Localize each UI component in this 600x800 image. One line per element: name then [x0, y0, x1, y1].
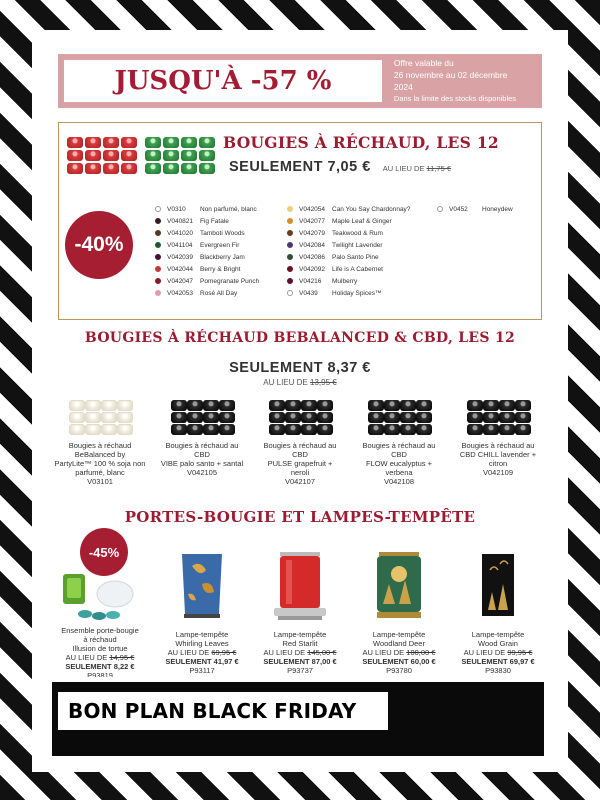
sale-price: SEULEMENT 60,00 €: [362, 657, 436, 666]
sale-price: SEULEMENT 8,22 €: [65, 662, 135, 671]
balanced-instead: [32, 378, 568, 387]
caption-line: Lampe-tempête: [175, 630, 229, 639]
caption-line: Bougies à réchaud au: [165, 441, 239, 450]
caption-line: CBD: [194, 450, 210, 459]
color-dot: [287, 230, 293, 236]
discount-badge: -40%: [65, 211, 133, 279]
caption-line: CBD: [292, 450, 308, 459]
caption-line: VIBE palo santo + santal: [160, 459, 244, 468]
old-price: 100,00 €: [406, 648, 436, 657]
product-caption: [250, 441, 350, 486]
product-caption: [50, 441, 150, 486]
balanced-price: [32, 360, 568, 387]
offer-line-2: 26 novembre au 02 décembre: [393, 70, 508, 80]
product-caption: [448, 441, 548, 477]
product-cbd-flow[interactable]: [349, 400, 449, 486]
tealights-price: [229, 159, 451, 175]
swatch-row: V042084 Twilight Lavender: [287, 239, 427, 251]
old-price-line: [250, 648, 350, 657]
color-dot: [155, 290, 161, 296]
holders-title: PORTES-BOUGIE ET LAMPES-TEMPÊTE: [124, 508, 476, 526]
instead-label: AU LIEU DE: [167, 648, 210, 657]
tealights-only-price: SEULEMENT 7,05 €: [229, 159, 371, 175]
old-price: 69,95 €: [211, 648, 237, 657]
product-woodland-deer[interactable]: [349, 550, 449, 675]
product-cbd-vibe[interactable]: [152, 400, 252, 477]
product-caption: [152, 630, 252, 675]
swatch-row: V042079 Teakwood & Rum: [287, 227, 427, 239]
product-code: P93830: [485, 666, 511, 675]
caption-line: FLOW eucalyptus +: [365, 459, 433, 468]
red-tealights-image: [67, 137, 137, 174]
tealights-title: BOUGIES À RÉCHAUD, LES 12: [223, 133, 499, 152]
product-cbd-chill[interactable]: [448, 400, 548, 477]
banner-headline: JUSQU'À -57 %: [64, 60, 382, 102]
caption-line: verbena: [385, 468, 413, 477]
old-price-line: [152, 648, 252, 657]
balanced-title: BOUGIES À RÉCHAUD BEBALANCED & CBD, LES 12: [84, 330, 516, 346]
product-caption: [349, 441, 449, 486]
swatch-column-2: [287, 203, 427, 299]
caption-line: Bougies à réchaud: [68, 441, 132, 450]
tealights-old-price: 11,75 €: [426, 164, 452, 173]
caption-line: Bougies à réchaud au: [461, 441, 535, 450]
caption-line: PartyLite™ 100 % soja non: [54, 459, 146, 468]
caption-line: Illusion de tortue: [72, 644, 128, 653]
old-price-line: [50, 653, 150, 662]
color-dot: [287, 290, 293, 296]
swatch-row: V0439 Holiday Spices™: [287, 287, 427, 299]
sale-price: SEULEMENT 87,00 €: [263, 657, 337, 666]
caption-line: à réchaud: [83, 635, 117, 644]
caption-line: Lampe-tempête: [273, 630, 327, 639]
flyer-page: [32, 30, 568, 772]
black-tealights-image: [368, 400, 430, 435]
product-code: P93737: [287, 666, 313, 675]
product-code: P93117: [189, 666, 215, 675]
color-dot: [155, 206, 161, 212]
color-dot: [287, 206, 293, 212]
black-friday-label: BON PLAN BLACK FRIDAY: [58, 692, 388, 730]
color-dot: [287, 242, 293, 248]
caption-line: Bougies à réchaud au: [362, 441, 436, 450]
wood-grain-lamp-image: [468, 550, 528, 622]
caption-line: PULSE grapefruit +: [267, 459, 333, 468]
instead-label: AU LIEU DE: [263, 648, 306, 657]
product-cbd-pulse[interactable]: [250, 400, 350, 486]
offer-line-1: Offre valable du: [393, 58, 454, 68]
swatch-row: V04216 Mulberry: [287, 275, 427, 287]
tealights-instead: [383, 164, 451, 173]
color-dot: [437, 206, 443, 212]
swatch-row: V042077 Maple Leaf & Ginger: [287, 215, 427, 227]
whirling-leaves-lamp-image: [172, 550, 232, 622]
balanced-old-price: 13,95 €: [310, 378, 337, 387]
color-dot: [287, 254, 293, 260]
caption-line: CBD CHILL lavender +: [459, 450, 537, 459]
old-price-line: [349, 648, 449, 657]
swatch-row: V042053 Rosé All Day: [155, 287, 295, 299]
product-caption: [152, 441, 252, 477]
swatch-row: V041104 Evergreen Fir: [155, 239, 295, 251]
swatch-row: V041020 Tamboti Woods: [155, 227, 295, 239]
color-dot: [155, 254, 161, 260]
holders-discount-badge: -45%: [80, 528, 128, 576]
woodland-deer-lamp-image: [369, 550, 429, 622]
instead-label: AU LIEU DE: [263, 378, 308, 387]
turtle-holder-image: [55, 570, 145, 624]
caption-line: citron: [488, 459, 508, 468]
swatch-column-1: [155, 203, 295, 299]
product-code: V042105: [186, 468, 218, 477]
caption-line: parfumé, blanc: [75, 468, 125, 477]
caption-line: Lampe-tempête: [372, 630, 426, 639]
product-wood-grain[interactable]: [448, 550, 548, 675]
product-whirling-leaves[interactable]: [152, 550, 252, 675]
product-caption: [349, 630, 449, 675]
product-turtle-set[interactable]: [50, 570, 150, 677]
swatch-row: V042047 Pomegranate Punch: [155, 275, 295, 287]
swatch-row: V042039 Blackberry Jam: [155, 251, 295, 263]
swatch-row: V042044 Berry & Bright: [155, 263, 295, 275]
white-tealights-image: [69, 400, 131, 435]
product-caption: [250, 630, 350, 675]
black-tealights-image: [269, 400, 331, 435]
promo-banner: [58, 54, 542, 108]
product-code: P93780: [386, 666, 412, 675]
offer-validity: [394, 57, 542, 105]
swatch-row: V042092 Life is A Cabernet: [287, 263, 427, 275]
caption-line: Bougies à réchaud au: [263, 441, 337, 450]
instead-label: AU LIEU DE: [463, 648, 506, 657]
color-dot: [287, 266, 293, 272]
tealights-section: [58, 122, 542, 320]
color-dot: [155, 278, 161, 284]
swatch-row: V040821 Fig Fatale: [155, 215, 295, 227]
caption-line: Ensemble porte-bougie: [61, 626, 139, 635]
caption-line: Red Starlit: [282, 639, 318, 648]
product-code: V042109: [482, 468, 514, 477]
instead-label: AU LIEU DE: [65, 653, 108, 662]
sale-price: SEULEMENT 41,97 €: [165, 657, 239, 666]
color-dot: [155, 218, 161, 224]
offer-line-3: 2024: [393, 82, 413, 92]
color-dot: [155, 230, 161, 236]
old-price: 145,00 €: [307, 648, 337, 657]
black-tealights-image: [467, 400, 529, 435]
product-code: V042107: [284, 477, 316, 486]
product-bebalanced[interactable]: [50, 400, 150, 486]
swatch-row: V0310 Non parfumé, blanc: [155, 203, 295, 215]
product-code: V03101: [87, 477, 113, 486]
caption-line: BeBalanced by: [74, 450, 126, 459]
color-dot: [155, 242, 161, 248]
red-starlit-lamp-image: [270, 550, 330, 622]
swatch-column-3: [437, 203, 568, 215]
instead-label: AU LIEU DE: [362, 648, 405, 657]
caption-line: neroli: [290, 468, 310, 477]
product-red-starlit[interactable]: [250, 550, 350, 675]
instead-label: AU LIEU DE: [382, 164, 425, 173]
swatch-row: V042086 Palo Santo Pine: [287, 251, 427, 263]
product-code: V042108: [383, 477, 415, 486]
caption-line: CBD: [391, 450, 407, 459]
caption-line: Woodland Deer: [373, 639, 425, 648]
color-dot: [287, 218, 293, 224]
green-tealights-image: [145, 137, 215, 174]
black-tealights-image: [171, 400, 233, 435]
balanced-only-price: SEULEMENT 8,37 €: [229, 360, 371, 376]
product-code: P93819: [87, 671, 113, 677]
color-dot: [287, 278, 293, 284]
black-friday-bar: [52, 682, 544, 756]
color-dot: [155, 266, 161, 272]
sale-price: SEULEMENT 69,97 €: [461, 657, 535, 666]
old-price-line: [448, 648, 548, 657]
offer-note: Dans la limite des stocks disponibles: [393, 94, 517, 103]
caption-line: Wood Grain: [478, 639, 518, 648]
swatch-row: V042054 Can You Say Chardonnay?: [287, 203, 427, 215]
caption-line: Lampe-tempête: [471, 630, 525, 639]
old-price: 99,95 €: [507, 648, 533, 657]
caption-line: Whirling Leaves: [175, 639, 229, 648]
old-price: 14,95 €: [109, 653, 135, 662]
product-caption: [448, 630, 548, 675]
swatch-row: V0452 Honeydew: [437, 203, 568, 215]
